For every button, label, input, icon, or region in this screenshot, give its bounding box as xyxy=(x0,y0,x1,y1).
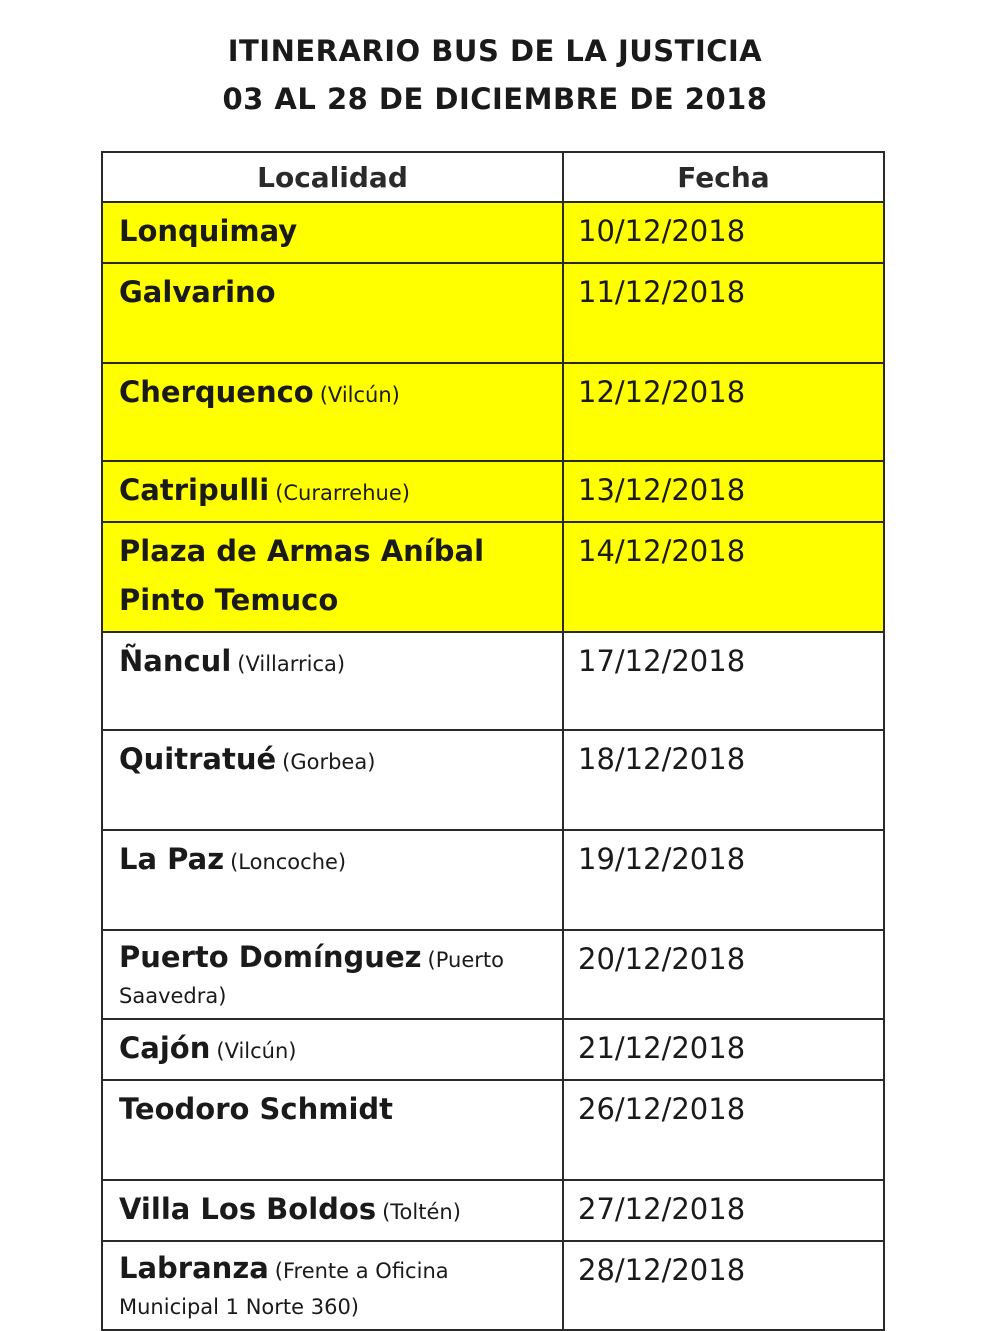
header-fecha: Fecha xyxy=(563,152,884,202)
table-row xyxy=(102,930,884,1019)
localidad-name: Cajón xyxy=(119,1031,211,1065)
localidad-name: Cherquenco xyxy=(119,375,314,409)
cell-fecha: 10/12/2018 xyxy=(563,202,884,263)
cell-fecha: 12/12/2018 xyxy=(563,363,884,461)
cell-localidad xyxy=(102,730,563,830)
cell-fecha: 21/12/2018 xyxy=(563,1019,884,1080)
cell-fecha: 11/12/2018 xyxy=(563,263,884,363)
localidad-commune: (Loncoche) xyxy=(230,850,347,874)
cell-localidad xyxy=(102,522,563,632)
cell-localidad xyxy=(102,202,563,263)
localidad-commune: (Curarrehue) xyxy=(275,481,410,505)
cell-localidad xyxy=(102,632,563,730)
cell-localidad xyxy=(102,1241,563,1330)
localidad-commune: (Vilcún) xyxy=(319,383,400,407)
localidad-name: Galvarino xyxy=(119,275,276,309)
table-row xyxy=(102,263,884,363)
cell-localidad xyxy=(102,1019,563,1080)
itinerary-table xyxy=(101,151,885,1331)
cell-localidad xyxy=(102,461,563,522)
cell-localidad xyxy=(102,830,563,930)
localidad-commune: (Gorbea) xyxy=(282,750,376,774)
table-row xyxy=(102,522,884,632)
table-row xyxy=(102,461,884,522)
document-title: ITINERARIO BUS DE LA JUSTICIA xyxy=(227,34,763,68)
cell-fecha: 14/12/2018 xyxy=(563,522,884,632)
table-row xyxy=(102,730,884,830)
localidad-name: Lonquimay xyxy=(119,214,298,248)
localidad-commune: (Vilcún) xyxy=(216,1039,297,1063)
table-row xyxy=(102,1241,884,1330)
cell-localidad xyxy=(102,263,563,363)
table-row xyxy=(102,363,884,461)
cell-fecha: 26/12/2018 xyxy=(563,1080,884,1180)
cell-fecha: 27/12/2018 xyxy=(563,1180,884,1241)
cell-fecha: 17/12/2018 xyxy=(563,632,884,730)
localidad-commune: (Toltén) xyxy=(382,1200,461,1224)
cell-localidad xyxy=(102,1080,563,1180)
cell-localidad xyxy=(102,930,563,1019)
localidad-name: Quitratué xyxy=(119,742,277,776)
document-subtitle-dates: 03 AL 28 DE DICIEMBRE DE 2018 xyxy=(222,82,768,116)
table-row xyxy=(102,632,884,730)
cell-localidad xyxy=(102,363,563,461)
localidad-name: Puerto Domínguez xyxy=(119,940,422,974)
table-row xyxy=(102,1180,884,1241)
localidad-name: Ñancul xyxy=(119,644,232,678)
localidad-name: Villa Los Boldos xyxy=(119,1192,377,1226)
table-row xyxy=(102,1019,884,1080)
table-row xyxy=(102,830,884,930)
table-header-row xyxy=(102,152,884,202)
localidad-commune: (Villarrica) xyxy=(237,652,346,676)
localidad-name: Catripulli xyxy=(119,473,270,507)
table-row xyxy=(102,202,884,263)
cell-localidad xyxy=(102,1180,563,1241)
localidad-name: La Paz xyxy=(119,842,225,876)
header-localidad: Localidad xyxy=(102,152,563,202)
cell-fecha: 13/12/2018 xyxy=(563,461,884,522)
localidad-commune: (Frente a Oficina Municipal 1 Norte 360) xyxy=(119,1259,449,1319)
localidad-name: Plaza de Armas Aníbal Pinto Temuco xyxy=(119,534,485,617)
localidad-name: Teodoro Schmidt xyxy=(119,1092,394,1126)
cell-fecha: 19/12/2018 xyxy=(563,830,884,930)
localidad-name: Labranza xyxy=(119,1251,269,1285)
cell-fecha: 20/12/2018 xyxy=(563,930,884,1019)
cell-fecha: 28/12/2018 xyxy=(563,1241,884,1330)
table-row xyxy=(102,1080,884,1180)
localidad-commune: (Puerto Saavedra) xyxy=(119,948,504,1008)
cell-fecha: 18/12/2018 xyxy=(563,730,884,830)
